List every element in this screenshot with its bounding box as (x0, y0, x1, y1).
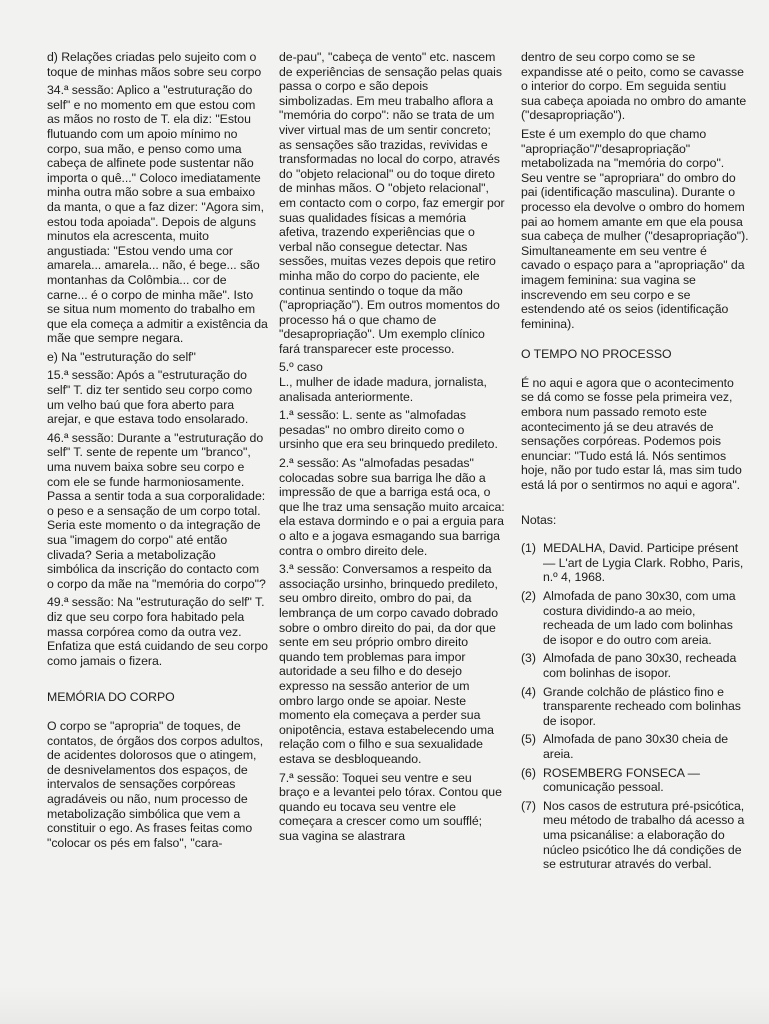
paragraph: Este é um exemplo do que chamo "apropriação"/"desapropriação" metabolizada na "memória do corpo". Seu ventre se "apropriara" do ombro do pai (identificação masculina). Durante o processo ela devolve o ombro do homem pai ao homem amante em que ela pousa sua cabeça de mulher ("desapropriação"). Simultaneamente em seu ventre é cavado o espaço para a "apropriação" da imagem feminina: sua vagina se inscrevendo em seu corpo e se estendendo até os seios (identificação feminina). (521, 126, 749, 331)
note-text: Almofada de pano 30x30, com uma costura dividindo-a ao meio, recheada de um lado com bolinhas de isopor e do outro com areia. (543, 589, 736, 647)
note-item (521, 685, 749, 729)
paragraph: É no aqui e agora que o acontecimento se dá como se fosse pela primeira vez, embora num passado remoto este acontecimento já se deu através de sensações corpóreas. Podemos pois enunciar: "Tudo está lá. Nós sentimos hoje, não por tudo estar lá, mas sim tudo está lá por o sentirmos no aqui e agora". (521, 375, 742, 493)
paragraph: dentro de seu corpo como se se expandisse até o peito, como se cavasse o interior do corpo. Em seguida sentiu sua cabeça apoiada no ombro do amante ("desapropriação"). (521, 50, 747, 123)
paragraph: 34.ª sessão: Aplico a "estruturação do self" e no momento em que estou com as mãos no rosto de T. ela diz: "Estou flutuando com um apoio mínimo no corpo, sua mão, e penso como uma cabeça de alfinete pode sustentar não importa o quê..." Coloco imediatamente minha outra mão sobre a sua embaixo da manta, o que a faz dizer: "Agora sim, estou toda apoiada". Depois de alguns minutos ela acrescenta, muito angustiada: "Estou vendo uma cor amarela... amarela... não, é bege... são montanhas da Colômbia... cor de carne... é o corpo de minha mãe". Isto se situa num momento do trabalho em que ela começa a admitir a existência da mãe que sempre negara. (47, 83, 268, 346)
paragraph: d) Relações criadas pelo sujeito com o toque de minhas mãos sobre seu corpo (47, 50, 262, 79)
paragraph: 7.ª sessão: Toquei seu ventre e seu braço e a levantei pelo tórax. Contou que quando eu tocava seu ventre ele começara a crescer como um soufflé; sua vagina se alastrara (279, 770, 502, 843)
section-heading-tempo: O TEMPO NO PROCESSO (521, 347, 672, 362)
note-number: (5) (521, 732, 536, 747)
note-item (521, 766, 749, 795)
note-text: ROSEMBERG FONSECA — comunicação pessoal. (543, 765, 700, 795)
note-number: (1) (521, 541, 536, 556)
paragraph: 49.ª sessão: Na "estruturação do self" T. diz que seu corpo fora habitado pela massa corpórea como da outra vez. Enfatiza que está cuidando de seu corpo como jamais o fizera. (47, 595, 268, 668)
paragraph: 2.ª sessão: As "almofadas pesadas" colocadas sobre sua barriga lhe dão a impressão de que a barriga está oca, o que lhe traz uma sensação muito arcaica: ela estava dormindo e o pai a erguia para o alto e a jogava esmagando sua barriga contra o ombro direito dele. (279, 456, 505, 558)
paragraph: L., mulher de idade madura, jornalista, analisada anteriormente. (279, 375, 487, 404)
note-item (521, 541, 749, 585)
note-number: (4) (521, 684, 536, 699)
note-number: (3) (521, 651, 536, 666)
section-heading-memoria: MEMÓRIA DO CORPO (47, 690, 175, 705)
note-item (521, 589, 749, 647)
notes-title: Notas: (521, 512, 557, 527)
note-text: MEDALHA, David. Participe présent — L'art de Lygia Clark. Robho, Paris, n.º 4, 1968. (543, 541, 744, 585)
page-bottom-edge (0, 986, 769, 1024)
note-item (521, 799, 749, 872)
paragraph: O corpo se "apropria" de toques, de contatos, de órgãos dos corpos adultos, de acidentes dolorosos que o atingem, de desnivelamentos dos espaços, de intervalos de sensações corpóreas agradáveis ou não, num processo de metabolização simbólica que vem a constituir o ego. As frases feitas como "colocar os pés em falso", "cara- (47, 718, 264, 850)
note-item (521, 651, 749, 680)
column-1 (47, 50, 269, 854)
paragraph: 15.ª sessão: Após a "estruturação do self" T. diz ter sentido seu corpo como um velho baú que fora aberto para arejar, e que estava todo ensolarado. (47, 368, 253, 427)
paragraph: 46.ª sessão: Durante a "estruturação do self" T. sente de repente um "branco", uma nuvem baixa sobre seu corpo e com ele se funde harmoniosamente. Passa a sentir toda a sua corporalidade: o peso e a sensação de um corpo total. Seria este momento o da integração de sua "imagem do corpo" até então clivada? Seria a metabolização simbólica da inscrição do contacto com o corpo da mãe na "memória do corpo"? (47, 430, 266, 591)
paragraph: 1.ª sessão: L. sente as "almofadas pesadas" no ombro direito como o ursinho que era seu brinquedo predileto. (279, 408, 498, 452)
column-3 (521, 50, 749, 876)
paragraph: e) Na "estruturação do self" (47, 349, 196, 364)
note-text: Almofada de pano 30x30, recheada com bolinhas de isopor. (543, 651, 737, 680)
note-text: Almofada de pano 30x30 cheia de areia. (543, 732, 729, 761)
note-text: Grande colchão de plástico fino e transparente recheado com bolinhas de isopor. (543, 684, 741, 728)
note-number: (7) (521, 798, 536, 813)
note-item (521, 732, 749, 761)
paragraph: de-pau", "cabeça de vento" etc. nascem de experiências de sensação pelas quais passa o corpo e são depois simbolizadas. Em meu trabalho aflora a "memória do corpo": não se trata de um viver virtual mas de um sentir concreto; as sensações são trazidas, revividas e transformadas no local do corpo, através do "objeto relacional" ou do toque direto de minhas mãos. O "objeto relacional", em contacto com o corpo, faz emergir por suas qualidades físicas a memória afetiva, trazendo experiências que o verbal não consegue detectar. Nas sessões, muitas vezes depois que retiro minha mão do corpo do paciente, ele continua sentindo o toque da mão ("apropriação"). Em outros momentos do processo há o que chamo de "desapropriação". Um exemplo clínico fará transparecer este processo. (279, 50, 505, 356)
case-label: 5.º caso (279, 360, 323, 375)
column-2 (279, 50, 505, 847)
note-number: (6) (521, 765, 536, 780)
note-text: Nos casos de estrutura pré-psicótica, meu método de trabalho dá acesso a uma psicanálise: a elaboração do núcleo psicótico lhe dá condições de se estruturar através do verbal. (543, 798, 745, 872)
paragraph: 3.ª sessão: Conversamos a respeito da associação ursinho, brinquedo predileto, seu ombro direito, ombro do pai, da lembrança de um corpo cavado dobrado sobre o ombro direito do pai, da dor que sente em seu próprio ombro direito quando tem problemas para impor autoridade a seu filho e do desejo expresso na sessão anterior de um ombro largo onde se apoiar. Neste momento ela começava a perder sua onipotência, estava estabelecendo uma relação com o filho e sua sexualidade estava se desbloqueando. (279, 562, 498, 766)
note-number: (2) (521, 589, 536, 603)
